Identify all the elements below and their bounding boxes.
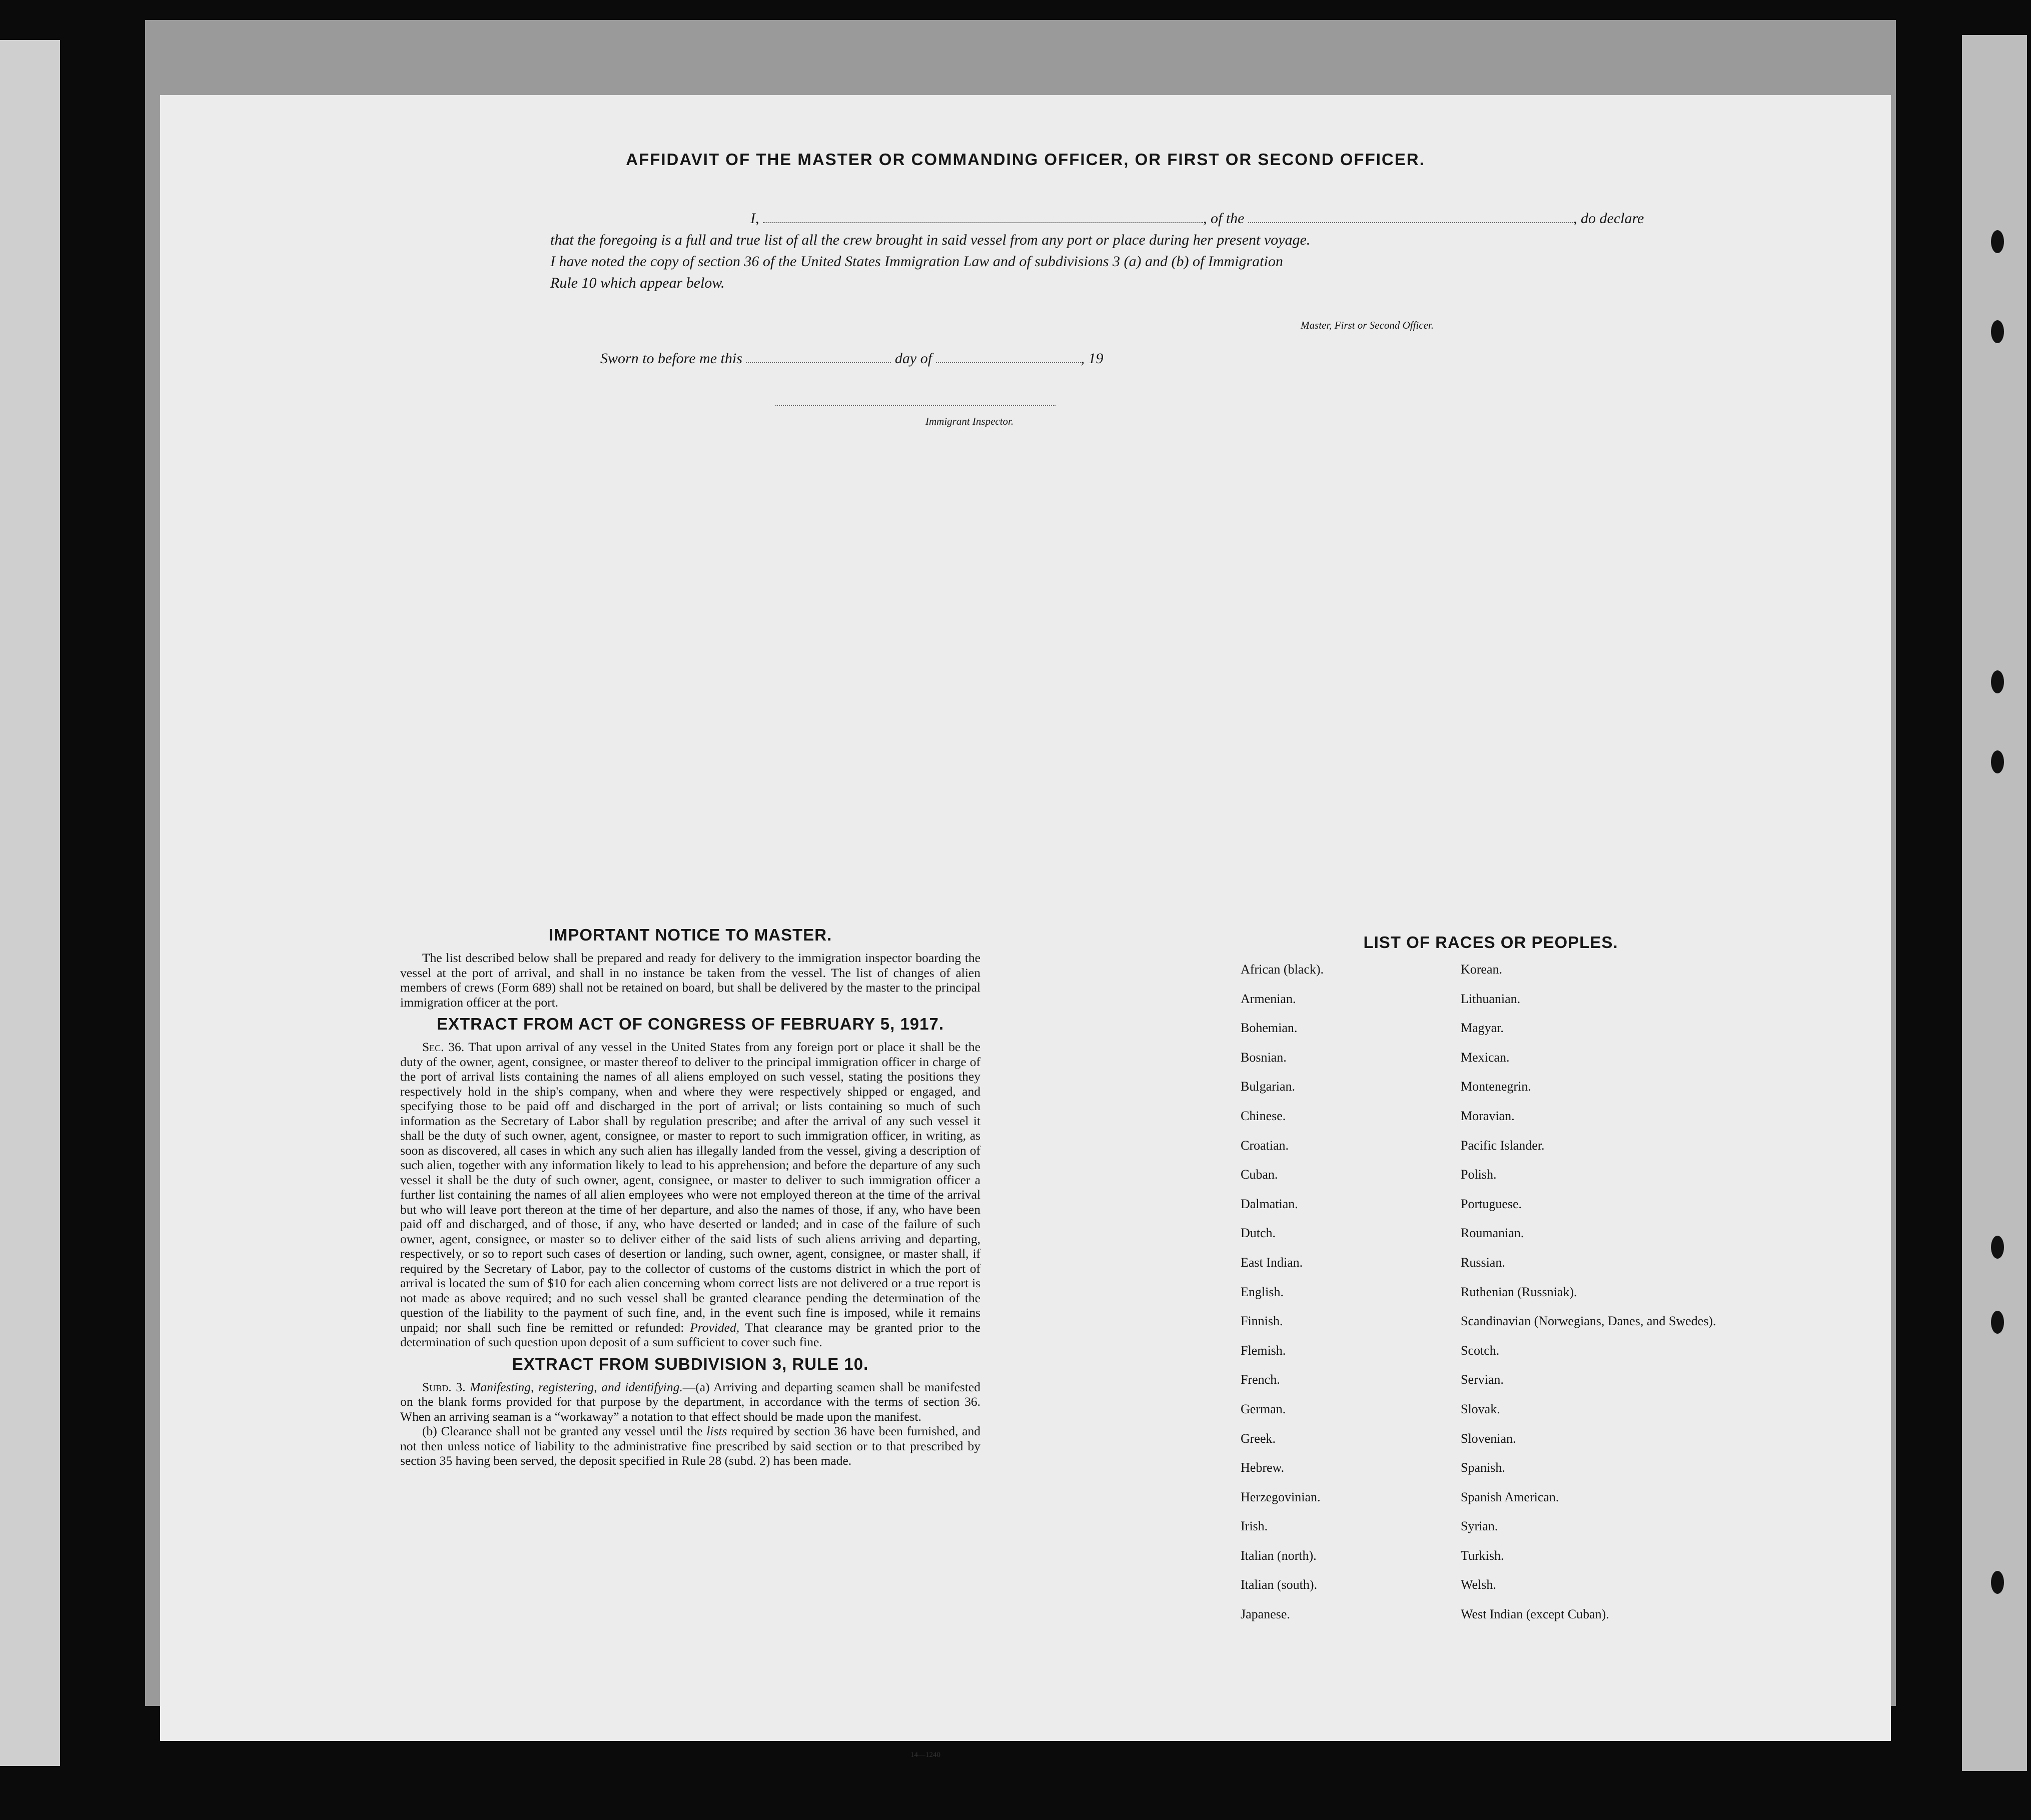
race-item: Dalmatian. [1241,1196,1298,1211]
sworn-line [600,349,1104,367]
race-item: Pacific Islander. [1461,1138,1545,1153]
race-item: Roumanian. [1461,1226,1524,1241]
race-item: Magyar. [1461,1021,1504,1036]
race-item: East Indian. [1241,1255,1303,1270]
subd-heading: Manifesting, registering, and identifying. [470,1379,683,1394]
race-item: Portuguese. [1461,1196,1522,1211]
race-item: Mexican. [1461,1050,1510,1065]
races-list [1241,962,1741,1636]
race-item: West Indian (except Cuban). [1461,1607,1609,1622]
race-item: Russian. [1461,1255,1505,1270]
section-label: Sec. 36. [422,1040,465,1054]
race-item: Cuban. [1241,1167,1278,1182]
officer-name-field[interactable] [763,209,1203,223]
provided-word: Provided, [690,1320,740,1335]
sworn-day-of: day of [894,350,932,367]
section-36-text: That upon arrival of any vessel in the United States from any foreign port or place it shall be the duty of the owner, agent, consignee, or master thereof to deliver to the principal immigration officer in charge of the port of arrival lists containing the names of all aliens employed on such vessel, stating the positions they respectively hold in the ship's company, when and where they were respectively shipped or engaged, and specifying those to be paid off and discharged in the port of arrival; or lists containing so much of such information as the Secretary of Labor shall by regulation prescribe; and after the arrival of any such vessel it shall be the duty of such owner, agent, consignee, or master to report to such immigration officer, in writing, as soon as discovered, all cases in which any such alien has illegally landed from the vessel, giving a description of such alien, together with any information likely to lead to his apprehension; and before the departure of any such vessel it shall be the duty of such owner, agent, consignee, or master to deliver to such immigration officer a further list containing the names of all alien employees who were not employed thereon at the time of the arrival but who will leave port thereon at the time of her departure, and also the names of those, if any, who have been paid off and discharged, and of those, if any, who have deserted or landed; and in case of the failure of such owner, agent, consignee, or master so to deliver either of the said lists of such aliens arriving and departing, respectively, or so to report such cases of desertion or landing, such owner, agent, consignee, or master shall, if required by the Secretary of Labor, pay to the collector of customs of the customs district in which the port of arrival is located the sum of $10 for each alien concerning whom correct lists are not delivered or a true report is not made as above required; and no such vessel shall be granted clearance pending the determination of the question of the liability to the payment of such fine, and, in the event such fine is imposed, while it remains unpaid; nor shall such fine be remitted or refunded: [400,1040,980,1335]
race-item: Greek. [1241,1431,1276,1446]
race-item: Chinese. [1241,1108,1286,1123]
form-number: 14—1240 [910,1751,940,1759]
para-a-text: —(a) Arriving and departing seamen shall be manifested on the blank forms provided for that purpose by the department, in accordance with the terms of section 36. When an arriving seaman is a “workaway” a notation to that effect should be made upon the manifest. [400,1379,980,1424]
race-item: Bohemian. [1241,1021,1298,1036]
binder-hole [1991,1571,2004,1594]
declaration-line-3: I have noted the copy of section 36 of the United States Immigration Law and of subdivisions 3 (a) and (b) of Immigration [550,253,1283,270]
race-item: Scandinavian (Norwegians, Danes, and Swedes). [1461,1314,1716,1329]
rule-para-b [400,1424,980,1468]
adjacent-page-left [0,40,60,1766]
race-item: Dutch. [1241,1226,1276,1241]
rule-para-a [400,1380,980,1424]
declaration-of-the: , of the [1203,210,1245,227]
sworn-year: , 19 [1081,350,1104,367]
race-item: Flemish. [1241,1343,1286,1358]
declaration-line-4: Rule 10 which appear below. [550,275,725,291]
inspector-signature-field[interactable] [775,405,1056,406]
race-item: Syrian. [1461,1519,1498,1534]
sworn-text: Sworn to before me this [600,350,742,367]
race-item: Croatian. [1241,1138,1289,1153]
binder-hole [1991,230,2004,253]
act-extract-title: EXTRACT FROM ACT OF CONGRESS OF FEBRUARY 5, 1917. [436,1015,944,1033]
notice-section [400,921,980,1468]
race-item: English. [1241,1284,1284,1299]
race-item: French. [1241,1372,1280,1387]
race-item: Slovak. [1461,1401,1500,1416]
sworn-day-field[interactable] [746,349,891,363]
race-item: Moravian. [1461,1108,1515,1123]
race-item: Spanish. [1461,1460,1505,1475]
vessel-name-field[interactable] [1248,209,1573,223]
race-item: German. [1241,1401,1286,1416]
declaration-line-2: that the foregoing is a full and true list of all the crew brought in said vessel from any port or place during her present voyage. [550,232,1311,248]
race-item: Montenegrin. [1461,1079,1531,1094]
race-item: Herzegovinian. [1241,1489,1321,1504]
binder-holes [1971,220,2031,1721]
race-item: African (black). [1241,962,1324,977]
race-item: Ruthenian (Russniak). [1461,1284,1577,1299]
act-extract-text [400,1040,980,1350]
declaration-i: I, [750,210,759,227]
inspector-caption: Immigrant Inspector. [925,415,1014,427]
race-item: Italian (north). [1241,1548,1317,1563]
race-item: Irish. [1241,1519,1268,1534]
para-b-start: (b) Clearance shall not be granted any vessel until the [422,1424,703,1438]
document-page [160,95,1891,1759]
declaration-text [550,208,1701,294]
notice-title: IMPORTANT NOTICE TO MASTER. [548,926,832,944]
declaration-declare: , do declare [1573,210,1644,227]
binder-hole [1991,670,2004,693]
race-item: Lithuanian. [1461,991,1521,1006]
sworn-month-field[interactable] [936,349,1081,363]
para-b-end: required by section 36 have been furnished, and not then unless notice of liability to the administrative fine prescribed by said section or to that prescribed by section 35 having been served, the deposit specified in Rule 28 (subd. 2) has been made. [400,1424,981,1468]
race-item: Korean. [1461,962,1503,977]
affidavit-title: AFFIDAVIT OF THE MASTER OR COMMANDING OFFICER, OR FIRST OR SECOND OFFICER. [626,150,1425,169]
binder-hole [1991,1311,2004,1334]
race-item: Hebrew. [1241,1460,1285,1475]
notice-text: The list described below shall be prepared and ready for delivery to the immigration inspector boarding the vessel at the port of arrival, and shall in no instance be taken from the vessel. The list of changes of alien members of crews (Form 689) shall not be retained on board, but shall be delivered by the master to the principal immigration officer at the port. [400,951,980,1010]
races-section [1241,928,1741,1636]
subd-label: Subd. 3. [422,1379,466,1394]
race-item: Spanish American. [1461,1489,1559,1504]
race-item: Bulgarian. [1241,1079,1296,1094]
race-item: Finnish. [1241,1314,1283,1329]
race-item: Armenian. [1241,991,1296,1006]
race-item: Japanese. [1241,1607,1290,1622]
rule-extract-title: EXTRACT FROM SUBDIVISION 3, RULE 10. [512,1354,869,1373]
race-item: Turkish. [1461,1548,1504,1563]
races-title: LIST OF RACES OR PEOPLES. [1363,933,1618,952]
race-item: Slovenian. [1461,1431,1516,1446]
race-item: Polish. [1461,1167,1497,1182]
master-signature-caption: Master, First or Second Officer. [1301,319,1434,331]
race-item: Welsh. [1461,1577,1496,1592]
binder-hole [1991,1236,2004,1259]
section-36-end: That clearance may be granted prior to the determination of such question upon deposit of a sum sufficient to cover such fine. [400,1320,980,1349]
para-b-lists: lists [706,1424,727,1438]
race-item: Servian. [1461,1372,1504,1387]
race-item: Scotch. [1461,1343,1500,1358]
race-item: Bosnian. [1241,1050,1287,1065]
race-item: Italian (south). [1241,1577,1318,1592]
binder-hole [1991,750,2004,773]
binder-hole [1991,320,2004,343]
